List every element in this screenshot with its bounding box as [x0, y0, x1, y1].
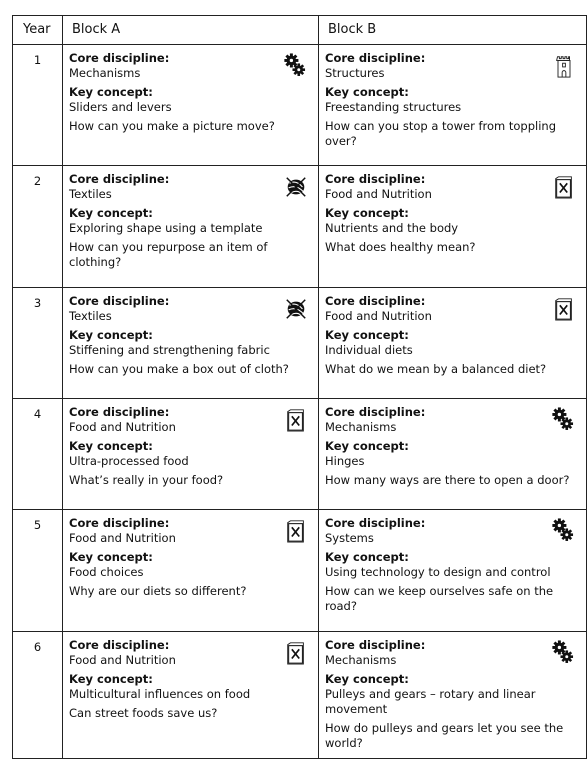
block-a-column [63, 399, 319, 510]
core-discipline-label: Core discipline: [325, 172, 426, 186]
header-block-b: Block B [319, 16, 587, 45]
guiding-question: How can you stop a tower from toppling over? [325, 119, 556, 148]
block-b-cell [319, 288, 586, 377]
block-a-cell [63, 632, 318, 721]
core-discipline-label: Core discipline: [69, 172, 170, 186]
key-concept-value: Freestanding structures [325, 100, 462, 114]
core-discipline-value: Systems [325, 531, 374, 545]
core-discipline-value: Food and Nutrition [325, 187, 432, 201]
core-discipline-label: Core discipline: [325, 51, 426, 65]
key-concept-value: Hinges [325, 454, 365, 468]
guiding-question: How can you make a box out of cloth? [69, 362, 289, 376]
block-b-column [319, 632, 587, 759]
year-number: 6 [13, 632, 63, 759]
core-discipline-value: Textiles [69, 187, 112, 201]
key-concept-value: Using technology to design and control [325, 565, 551, 579]
key-concept-value: Nutrients and the body [325, 221, 459, 235]
core-discipline-label: Core discipline: [325, 638, 426, 652]
block-a-cell [63, 166, 318, 270]
core-discipline-label: Core discipline: [69, 51, 170, 65]
core-discipline-value: Mechanisms [69, 66, 141, 80]
key-concept-value: Multicultural influences on food [69, 687, 251, 701]
cookbook-icon [284, 516, 308, 546]
year-number: 1 [13, 45, 63, 166]
guiding-question: How many ways are there to open a door? [325, 473, 570, 487]
cookbook-icon [552, 172, 576, 202]
yarn-icon [284, 294, 308, 324]
key-concept-label: Key concept: [325, 550, 409, 564]
core-discipline-label: Core discipline: [69, 405, 170, 419]
key-concept-label: Key concept: [69, 439, 153, 453]
block-a-column [63, 632, 319, 759]
core-discipline-value: Food and Nutrition [325, 309, 432, 323]
yarn-icon [284, 172, 308, 202]
guiding-question: How can you repurpose an item of clothing? [69, 240, 268, 269]
key-concept-label: Key concept: [325, 672, 409, 686]
key-concept-value: Individual diets [325, 343, 413, 357]
guiding-question: How can you make a picture move? [69, 119, 275, 133]
key-concept-value: Food choices [69, 565, 144, 579]
block-a-column [63, 288, 319, 399]
key-concept-value: Stiffening and strengthening fabric [69, 343, 270, 357]
key-concept-value: Pulleys and gears – rotary and linear movement [325, 687, 536, 716]
block-a-cell [63, 399, 318, 488]
tower-icon [552, 51, 576, 81]
cookbook-icon [284, 405, 308, 435]
key-concept-label: Key concept: [69, 328, 153, 342]
core-discipline-label: Core discipline: [325, 294, 426, 308]
core-discipline-value: Food and Nutrition [69, 653, 176, 667]
curriculum-table [12, 15, 587, 759]
core-discipline-value: Mechanisms [325, 420, 397, 434]
year-number: 5 [13, 510, 63, 632]
header-year: Year [13, 16, 63, 45]
core-discipline-value: Food and Nutrition [69, 420, 176, 434]
block-b-column [319, 510, 587, 632]
gears-icon [552, 405, 576, 435]
year-row [13, 510, 587, 632]
guiding-question: What does healthy mean? [325, 240, 476, 254]
cookbook-icon [552, 294, 576, 324]
gears-icon [284, 51, 308, 81]
year-number: 2 [13, 166, 63, 288]
block-a-cell [63, 288, 318, 377]
block-b-cell [319, 510, 586, 614]
header-row [13, 16, 587, 45]
core-discipline-value: Food and Nutrition [69, 531, 176, 545]
core-discipline-label: Core discipline: [325, 405, 426, 419]
core-discipline-label: Core discipline: [69, 516, 170, 530]
block-b-column [319, 288, 587, 399]
block-b-cell [319, 45, 586, 149]
block-b-cell [319, 399, 586, 488]
block-a-column [63, 45, 319, 166]
year-number: 4 [13, 399, 63, 510]
block-a-cell [63, 45, 318, 134]
block-b-column [319, 166, 587, 288]
key-concept-label: Key concept: [325, 206, 409, 220]
guiding-question: How do pulleys and gears let you see the world? [325, 721, 564, 750]
key-concept-label: Key concept: [69, 85, 153, 99]
block-a-column [63, 166, 319, 288]
core-discipline-label: Core discipline: [69, 294, 170, 308]
guiding-question: Can street foods save us? [69, 706, 218, 720]
guiding-question: What do we mean by a balanced diet? [325, 362, 547, 376]
gears-icon [552, 516, 576, 546]
year-row [13, 166, 587, 288]
core-discipline-value: Textiles [69, 309, 112, 323]
core-discipline-value: Mechanisms [325, 653, 397, 667]
year-row [13, 632, 587, 759]
block-b-cell [319, 632, 586, 751]
guiding-question: How can we keep ourselves safe on the road? [325, 584, 554, 613]
key-concept-label: Key concept: [69, 206, 153, 220]
year-row [13, 399, 587, 510]
core-discipline-value: Structures [325, 66, 385, 80]
key-concept-label: Key concept: [69, 672, 153, 686]
block-b-column [319, 399, 587, 510]
key-concept-label: Key concept: [69, 550, 153, 564]
block-b-column [319, 45, 587, 166]
key-concept-value: Sliders and levers [69, 100, 172, 114]
block-a-column [63, 510, 319, 632]
key-concept-value: Ultra-processed food [69, 454, 189, 468]
guiding-question: What’s really in your food? [69, 473, 224, 487]
year-number: 3 [13, 288, 63, 399]
block-a-cell [63, 510, 318, 599]
key-concept-value: Exploring shape using a template [69, 221, 263, 235]
block-b-cell [319, 166, 586, 255]
year-row [13, 288, 587, 399]
key-concept-label: Key concept: [325, 439, 409, 453]
key-concept-label: Key concept: [325, 328, 409, 342]
year-row [13, 45, 587, 166]
cookbook-icon [284, 638, 308, 668]
gears-icon [552, 638, 576, 668]
header-block-a: Block A [63, 16, 319, 45]
guiding-question: Why are our diets so different? [69, 584, 247, 598]
core-discipline-label: Core discipline: [325, 516, 426, 530]
key-concept-label: Key concept: [325, 85, 409, 99]
core-discipline-label: Core discipline: [69, 638, 170, 652]
